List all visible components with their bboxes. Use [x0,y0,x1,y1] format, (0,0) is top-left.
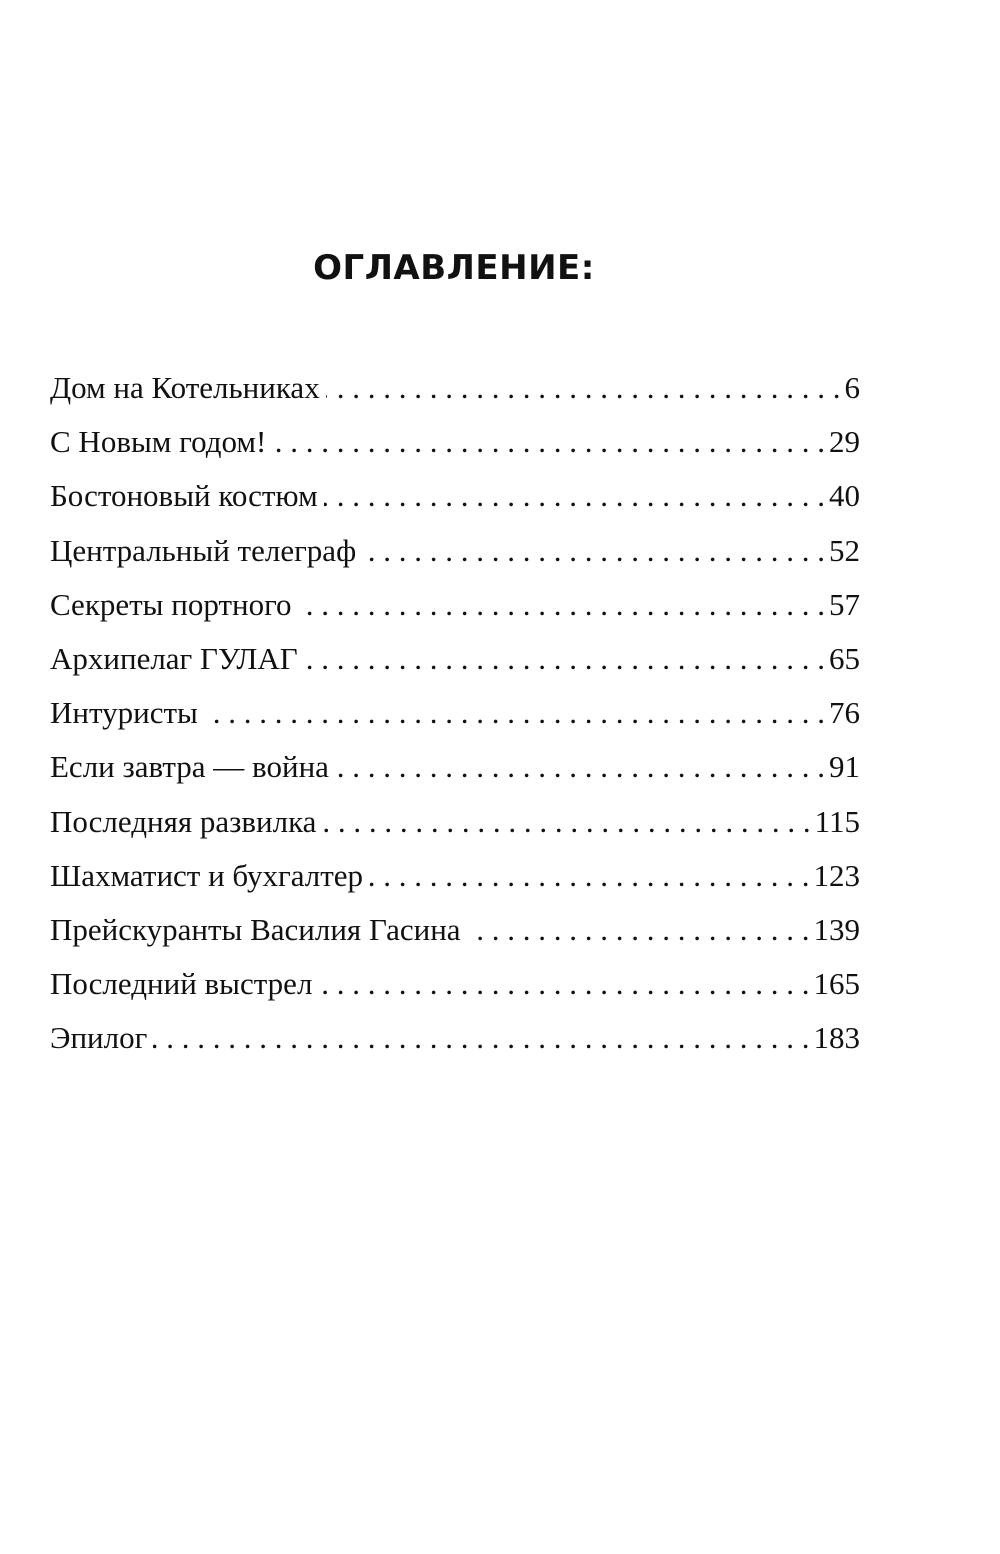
toc-entry-title: Последний выстрел [50,966,313,1002]
dot-leader [467,912,810,948]
toc-entry [50,1020,860,1074]
toc-entry [50,587,860,641]
dot-leader [304,641,825,677]
toc-page-number: 115 [814,803,860,839]
toc-entry-title: С Новым годом! [50,424,267,460]
toc-page-number: 139 [813,911,860,947]
toc-entry-title: Прейскуранты Василия Гасина [50,911,461,947]
toc-entry-title: Если завтра — война [50,749,329,785]
toc-page-number: 40 [829,478,860,514]
dot-leader [335,749,825,785]
toc-page-number: 76 [829,695,860,731]
table-of-contents [50,370,860,1074]
toc-entry [50,804,860,858]
toc-entry-title: Шахматист и бухгалтер [50,857,364,893]
toc-page-number: 165 [813,966,860,1002]
toc-page-number: 183 [813,1020,860,1056]
toc-entry-title: Секреты портного [50,586,292,622]
toc-entry [50,641,860,695]
toc-entry-title: Архипелаг ГУЛАГ [50,640,298,676]
toc-entry-title: Дом на Котельниках [50,370,320,405]
dot-leader [369,858,809,894]
dot-leader [204,695,825,731]
toc-page-number: 65 [829,640,860,676]
toc-page-number: 91 [829,749,860,785]
toc-entry-title: Эпилог [50,1020,148,1056]
dot-leader [318,966,809,1002]
dot-leader [153,1020,809,1056]
toc-heading: ОГЛАВЛЕНИЕ: [313,248,595,288]
toc-page-number: 29 [829,424,860,460]
toc-page-number: 123 [813,857,860,893]
toc-entry [50,424,860,478]
toc-page-number: 6 [844,370,860,405]
toc-entry [50,912,860,966]
dot-leader [362,533,825,569]
toc-entry-title: Центральный телеграф [50,532,357,568]
toc-entry-title: Интуристы [50,695,198,731]
toc-page-number: 52 [829,532,860,568]
toc-page-number: 57 [829,586,860,622]
dot-leader [298,587,825,623]
toc-entry [50,749,860,803]
dot-leader [322,804,810,840]
dot-leader [324,478,825,514]
toc-entry [50,370,860,424]
toc-entry [50,478,860,532]
dot-leader [272,424,825,460]
toc-entry-title: Бостоновый костюм [50,478,318,514]
toc-entry [50,966,860,1020]
dot-leader [326,370,841,406]
toc-entry [50,533,860,587]
toc-entry-title: Последняя развилка [50,803,317,839]
toc-entry [50,695,860,749]
toc-entry [50,858,860,912]
